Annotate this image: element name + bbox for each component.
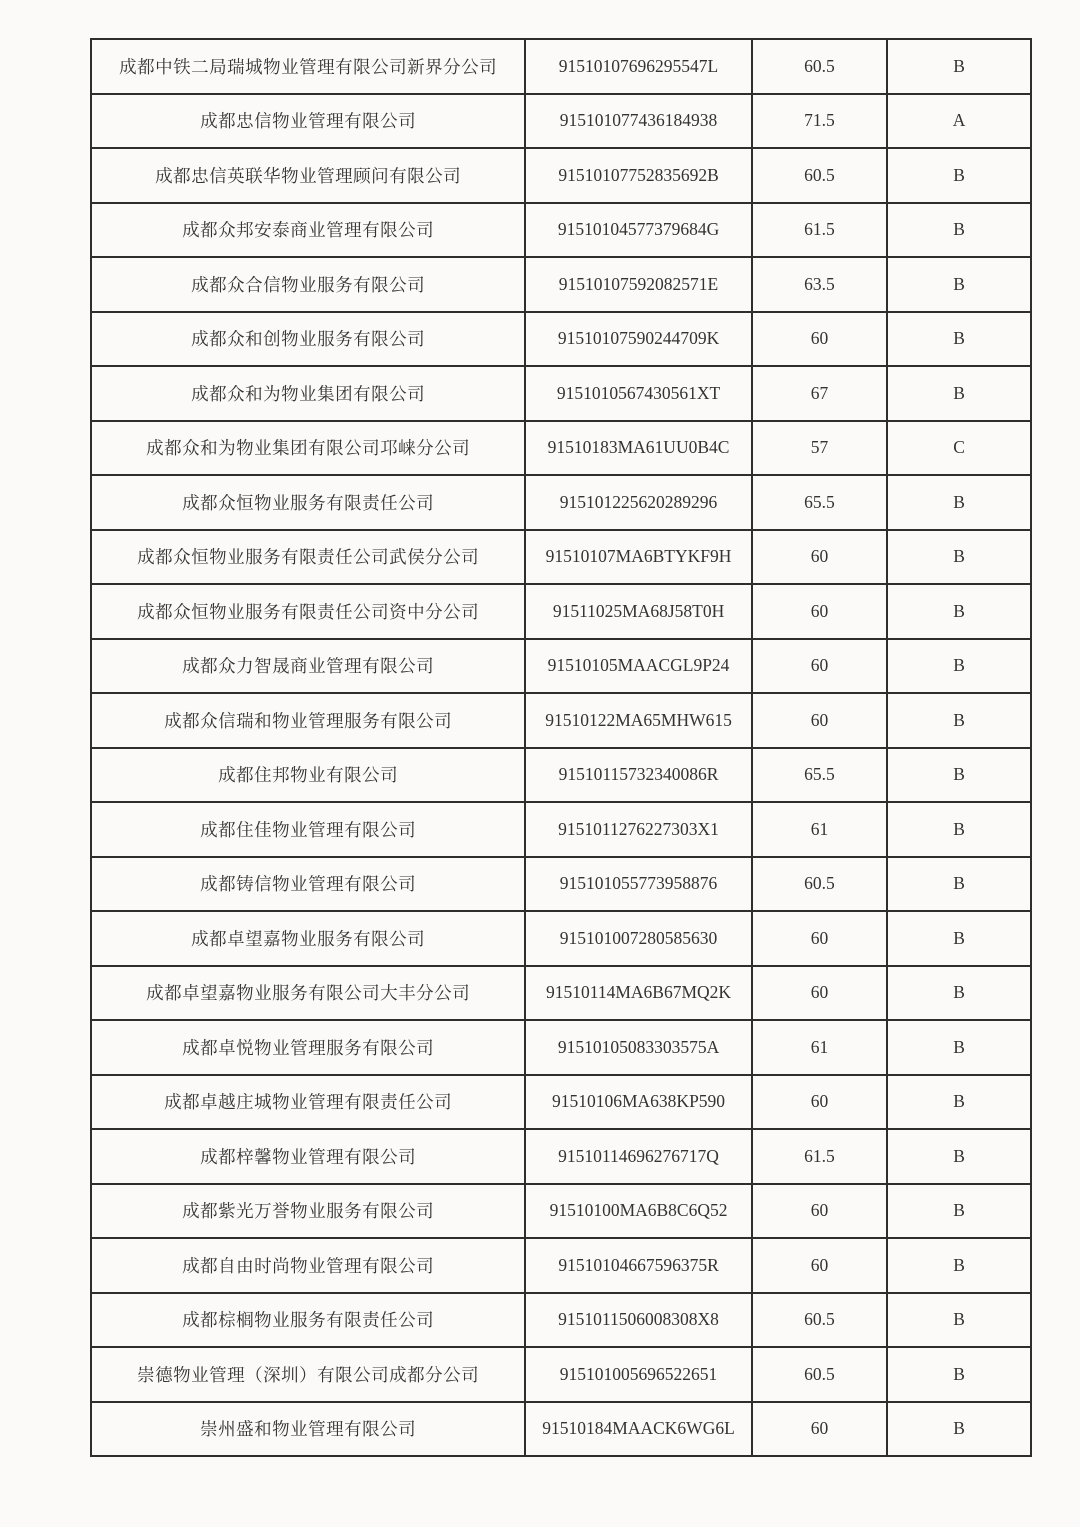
grade-cell: B <box>887 1238 1031 1293</box>
grade-cell: B <box>887 203 1031 258</box>
credit-code-cell: 91510107696295547L <box>525 39 752 94</box>
credit-code-cell: 91510114696276717Q <box>525 1129 752 1184</box>
score-cell: 63.5 <box>752 257 887 312</box>
credit-code-cell: 91510106MA638KP590 <box>525 1075 752 1130</box>
table-row <box>91 1184 1031 1239</box>
credit-code-cell: 91510107MA6BTYKF9H <box>525 530 752 585</box>
grade-cell: B <box>887 1402 1031 1457</box>
grade-cell: B <box>887 530 1031 585</box>
grade-cell: B <box>887 802 1031 857</box>
score-cell: 60 <box>752 1075 887 1130</box>
table-row <box>91 1293 1031 1348</box>
table-row <box>91 421 1031 476</box>
credit-code-cell: 915101055773958876 <box>525 857 752 912</box>
company-name-cell: 成都铸信物业管理有限公司 <box>91 857 525 912</box>
score-cell: 60 <box>752 639 887 694</box>
credit-code-cell: 91511025MA68J58T0H <box>525 584 752 639</box>
grade-cell: B <box>887 312 1031 367</box>
company-name-cell: 成都众和为物业集团有限公司 <box>91 366 525 421</box>
score-cell: 60 <box>752 1184 887 1239</box>
credit-code-cell: 91510107752835692B <box>525 148 752 203</box>
company-name-cell: 成都中铁二局瑞城物业管理有限公司新界分公司 <box>91 39 525 94</box>
score-cell: 60 <box>752 584 887 639</box>
grade-cell: B <box>887 639 1031 694</box>
score-cell: 65.5 <box>752 748 887 803</box>
score-cell: 57 <box>752 421 887 476</box>
table-row <box>91 94 1031 149</box>
grade-cell: B <box>887 911 1031 966</box>
table-row <box>91 802 1031 857</box>
score-cell: 61.5 <box>752 1129 887 1184</box>
score-cell: 60 <box>752 693 887 748</box>
grade-cell: B <box>887 148 1031 203</box>
company-name-cell: 成都众力智晟商业管理有限公司 <box>91 639 525 694</box>
credit-code-cell: 91510107592082571E <box>525 257 752 312</box>
company-name-cell: 成都卓悦物业管理服务有限公司 <box>91 1020 525 1075</box>
grade-cell: B <box>887 475 1031 530</box>
company-name-cell: 成都卓望嘉物业服务有限公司大丰分公司 <box>91 966 525 1021</box>
company-name-cell: 成都众恒物业服务有限责任公司 <box>91 475 525 530</box>
credit-code-cell: 915101007280585630 <box>525 911 752 966</box>
company-name-cell: 成都众恒物业服务有限责任公司武侯分公司 <box>91 530 525 585</box>
grade-cell: C <box>887 421 1031 476</box>
credit-code-cell: 91510107590244709K <box>525 312 752 367</box>
credit-code-cell: 91510122MA65MHW615 <box>525 693 752 748</box>
credit-code-cell: 91510114MA6B67MQ2K <box>525 966 752 1021</box>
score-cell: 60.5 <box>752 39 887 94</box>
score-cell: 60 <box>752 1402 887 1457</box>
credit-code-cell: 915101005696522651 <box>525 1347 752 1402</box>
credit-code-cell: 915101077436184938 <box>525 94 752 149</box>
grade-cell: B <box>887 1020 1031 1075</box>
table-row <box>91 857 1031 912</box>
grade-cell: B <box>887 366 1031 421</box>
company-name-cell: 成都众和为物业集团有限公司邛崃分公司 <box>91 421 525 476</box>
score-cell: 60 <box>752 530 887 585</box>
table-row <box>91 39 1031 94</box>
table-row <box>91 1129 1031 1184</box>
table-row <box>91 366 1031 421</box>
company-name-cell: 成都众邦安泰商业管理有限公司 <box>91 203 525 258</box>
table-row <box>91 312 1031 367</box>
table-row <box>91 148 1031 203</box>
table-row <box>91 693 1031 748</box>
score-cell: 61 <box>752 802 887 857</box>
score-cell: 60.5 <box>752 148 887 203</box>
grade-cell: B <box>887 1075 1031 1130</box>
grade-cell: A <box>887 94 1031 149</box>
score-cell: 60.5 <box>752 1293 887 1348</box>
company-name-cell: 成都紫光万誉物业服务有限公司 <box>91 1184 525 1239</box>
grade-cell: B <box>887 1184 1031 1239</box>
credit-code-cell: 91510104577379684G <box>525 203 752 258</box>
grade-cell: B <box>887 1129 1031 1184</box>
table-row <box>91 584 1031 639</box>
grade-cell: B <box>887 693 1031 748</box>
company-name-cell: 成都众信瑞和物业管理服务有限公司 <box>91 693 525 748</box>
score-cell: 61 <box>752 1020 887 1075</box>
table-row <box>91 1020 1031 1075</box>
table-row <box>91 1075 1031 1130</box>
company-name-cell: 成都忠信物业管理有限公司 <box>91 94 525 149</box>
table-row <box>91 639 1031 694</box>
grade-cell: B <box>887 1293 1031 1348</box>
credit-code-cell: 915101225620289296 <box>525 475 752 530</box>
score-cell: 60 <box>752 312 887 367</box>
credit-code-cell: 91510105MAACGL9P24 <box>525 639 752 694</box>
company-name-cell: 崇州盛和物业管理有限公司 <box>91 1402 525 1457</box>
table-row <box>91 966 1031 1021</box>
company-name-cell: 成都住邦物业有限公司 <box>91 748 525 803</box>
company-name-cell: 成都众恒物业服务有限责任公司资中分公司 <box>91 584 525 639</box>
grade-cell: B <box>887 584 1031 639</box>
table-row <box>91 1347 1031 1402</box>
credit-code-cell: 91510184MAACK6WG6L <box>525 1402 752 1457</box>
credit-code-cell: 9151010567430561XT <box>525 366 752 421</box>
score-cell: 65.5 <box>752 475 887 530</box>
score-cell: 71.5 <box>752 94 887 149</box>
grade-cell: B <box>887 1347 1031 1402</box>
company-name-cell: 成都自由时尚物业管理有限公司 <box>91 1238 525 1293</box>
company-name-cell: 成都梓馨物业管理有限公司 <box>91 1129 525 1184</box>
score-cell: 60 <box>752 1238 887 1293</box>
table-row <box>91 530 1031 585</box>
credit-code-cell: 9151011276227303X1 <box>525 802 752 857</box>
credit-code-cell: 91510183MA61UU0B4C <box>525 421 752 476</box>
rating-table <box>90 38 1032 1457</box>
score-cell: 61.5 <box>752 203 887 258</box>
company-name-cell: 成都住佳物业管理有限公司 <box>91 802 525 857</box>
grade-cell: B <box>887 257 1031 312</box>
table-row <box>91 1402 1031 1457</box>
score-cell: 60 <box>752 911 887 966</box>
grade-cell: B <box>887 857 1031 912</box>
company-name-cell: 崇德物业管理（深圳）有限公司成都分公司 <box>91 1347 525 1402</box>
credit-code-cell: 91510105083303575A <box>525 1020 752 1075</box>
grade-cell: B <box>887 966 1031 1021</box>
credit-code-cell: 91510104667596375R <box>525 1238 752 1293</box>
company-name-cell: 成都棕榈物业服务有限责任公司 <box>91 1293 525 1348</box>
table-row <box>91 748 1031 803</box>
credit-code-cell: 9151011506008308X8 <box>525 1293 752 1348</box>
credit-code-cell: 91510100MA6B8C6Q52 <box>525 1184 752 1239</box>
rating-table-body <box>91 39 1031 1456</box>
table-row <box>91 1238 1031 1293</box>
score-cell: 60.5 <box>752 1347 887 1402</box>
grade-cell: B <box>887 748 1031 803</box>
table-row <box>91 911 1031 966</box>
company-name-cell: 成都卓望嘉物业服务有限公司 <box>91 911 525 966</box>
company-name-cell: 成都忠信英联华物业管理顾问有限公司 <box>91 148 525 203</box>
table-row <box>91 257 1031 312</box>
score-cell: 60 <box>752 966 887 1021</box>
credit-code-cell: 91510115732340086R <box>525 748 752 803</box>
score-cell: 67 <box>752 366 887 421</box>
company-name-cell: 成都众和创物业服务有限公司 <box>91 312 525 367</box>
company-name-cell: 成都众合信物业服务有限公司 <box>91 257 525 312</box>
table-row <box>91 203 1031 258</box>
table-row <box>91 475 1031 530</box>
grade-cell: B <box>887 39 1031 94</box>
company-name-cell: 成都卓越庄城物业管理有限责任公司 <box>91 1075 525 1130</box>
score-cell: 60.5 <box>752 857 887 912</box>
